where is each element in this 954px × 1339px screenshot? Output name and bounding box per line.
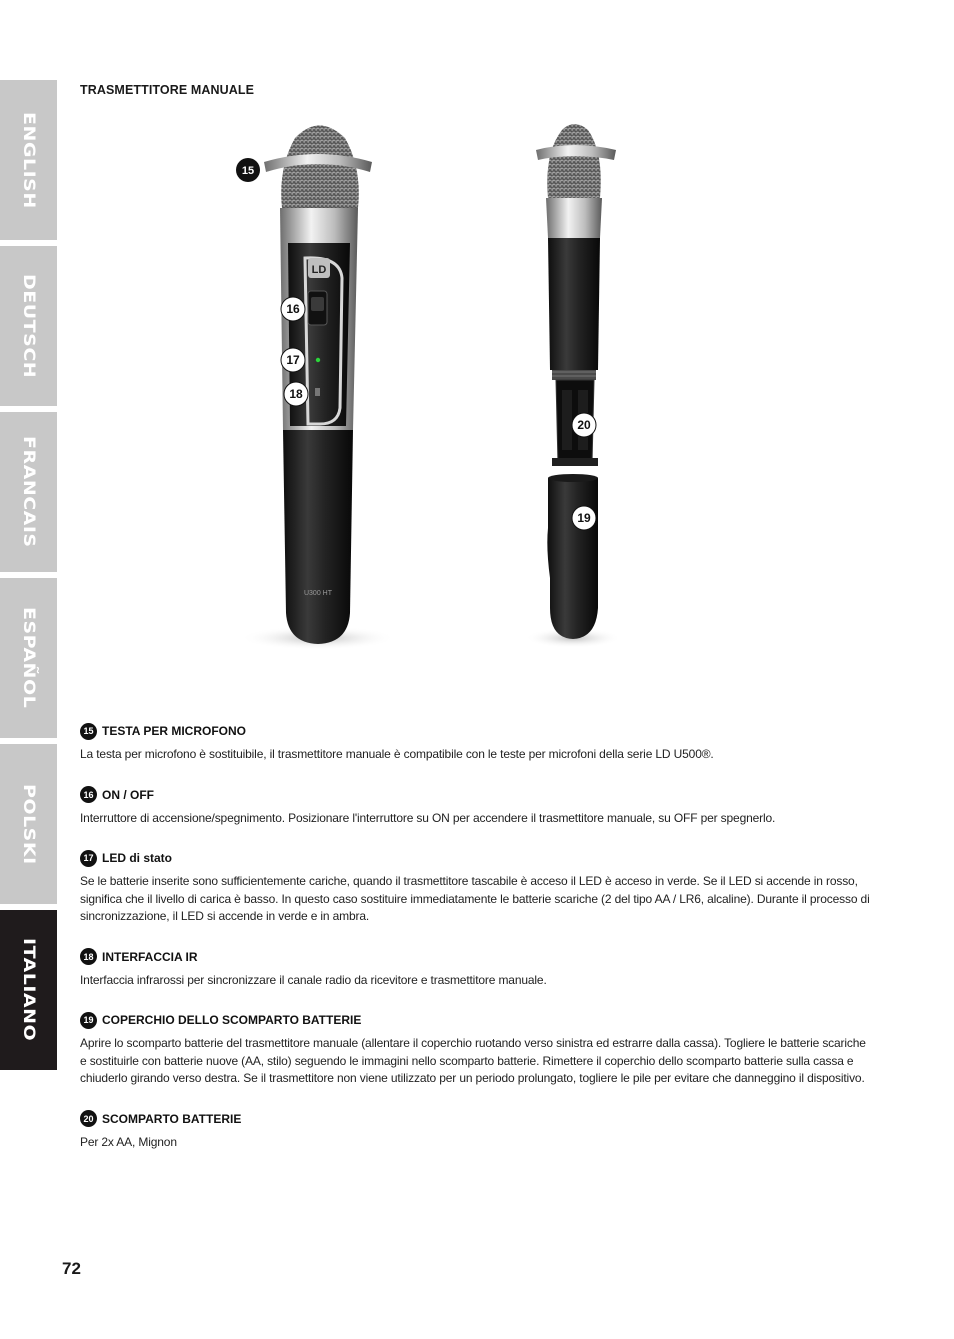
lang-tab-italiano[interactable] — [0, 910, 57, 1070]
microphone-illustration — [200, 108, 720, 668]
feature-list — [80, 722, 870, 1173]
feature-title: LED di stato — [102, 851, 173, 865]
feature-title: TESTA PER MICROFONO — [102, 724, 246, 738]
lang-tab-label: ESPAÑOL — [19, 607, 38, 709]
number-badge: 19 — [80, 1012, 97, 1029]
feature-description: Interfaccia infrarossi per sincronizzare il canale radio da ricevitore e trasmettitore manuale. — [80, 972, 547, 987]
feature-description: La testa per microfono è sostituibile, il trasmettitore manuale è compatibile con le teste per microfoni della serie LD U500®. — [80, 747, 714, 761]
lang-tab-espanol[interactable] — [0, 578, 57, 738]
number-badge: 20 — [80, 1110, 97, 1127]
callout-15 — [236, 158, 260, 182]
callout-16-label: 16 — [286, 302, 300, 316]
feature-title: INTERFACCIA IR — [102, 949, 198, 964]
feature-description: Aprire lo scomparto batterie del trasmettitore manuale (allentare il coperchio ruotando verso sinistra ed estrarre dalla cassa). Togliere le batterie scariche e sostituirle con batterie nuove (AA, stilo) seguendo le immagini nello scomparto batterie. Rimettere il coperchio dello scomparto batterie sulla cassa e chiuderlo girando verso destra. Se il trasmettitore non viene utilizzato per un periodo prolungato, togliere le pile per evitare che danneggino il dispositivo. — [80, 1036, 866, 1085]
callout-15-label: 15 — [241, 165, 255, 177]
feature-item-18 — [80, 948, 870, 990]
callout-19 — [572, 506, 596, 530]
logo-text: LD — [311, 264, 327, 276]
feature-item-16 — [80, 786, 870, 828]
disassembled-microphone — [525, 124, 621, 648]
model-text: U300 HT — [303, 590, 333, 597]
feature-item-20 — [80, 1110, 870, 1152]
feature-description: Interruttore di accensione/spegnimento. Posizionare l'interruttore su ON per accendere il trasmettitore manuale, su OFF per spegnerlo. — [80, 810, 776, 825]
feature-title: COPERCHIO DELLO SCOMPARTO BATTERIE — [102, 1013, 362, 1027]
feature-description: Per 2x AA, Mignon — [80, 1134, 177, 1149]
callout-20-label: 20 — [577, 418, 591, 432]
lang-tab-label: FRANCAIS — [19, 436, 38, 548]
feature-title: ON / OFF — [102, 787, 154, 802]
feature-description: Se le batterie inserite sono sufficientemente cariche, quando il trasmettitore tascabile è acceso il LED è acceso in verde. Se il LED si accende in rosso, significa che il livello di carica è basso. In questo caso sostituire immediatamente le batterie scariche (2 del tipo AA / LR6, alcaline). Durante il processo di sincronizzazione, il LED si accende in verde e in ambra. — [80, 874, 870, 923]
callout-17-label: 17 — [286, 353, 300, 367]
lang-tab-francais[interactable] — [0, 412, 57, 572]
lang-tab-label: DEUTSCH — [19, 273, 38, 379]
assembled-microphone — [240, 126, 396, 651]
number-badge: 18 — [80, 948, 97, 965]
lang-tab-label: POLSKI — [19, 783, 38, 865]
feature-item-19 — [80, 1011, 870, 1088]
lang-tab-deutsch[interactable] — [0, 246, 57, 406]
lang-tab-label: ITALIANO — [19, 938, 38, 1042]
ir-window — [315, 388, 320, 396]
callout-19-label: 19 — [577, 511, 591, 525]
page-number: 72 — [62, 1259, 81, 1278]
section-title: TRASMETTITORE MANUALE — [80, 83, 255, 97]
callout-18-label: 18 — [289, 387, 303, 401]
status-led — [316, 358, 320, 362]
callout-18 — [284, 382, 308, 406]
lang-tab-label: ENGLISH — [19, 111, 38, 209]
callout-17 — [281, 348, 305, 372]
feature-item-15 — [80, 722, 870, 764]
lang-tab-english[interactable] — [0, 80, 57, 240]
feature-title: SCOMPARTO BATTERIE — [102, 1111, 242, 1126]
callout-16 — [281, 297, 305, 321]
number-badge: 16 — [80, 786, 97, 803]
number-badge: 17 — [80, 850, 97, 867]
feature-item-17 — [80, 849, 870, 926]
lang-tab-polski[interactable] — [0, 744, 57, 904]
microphone-figure — [200, 108, 720, 668]
number-badge: 15 — [80, 723, 97, 740]
callout-20 — [572, 413, 596, 437]
